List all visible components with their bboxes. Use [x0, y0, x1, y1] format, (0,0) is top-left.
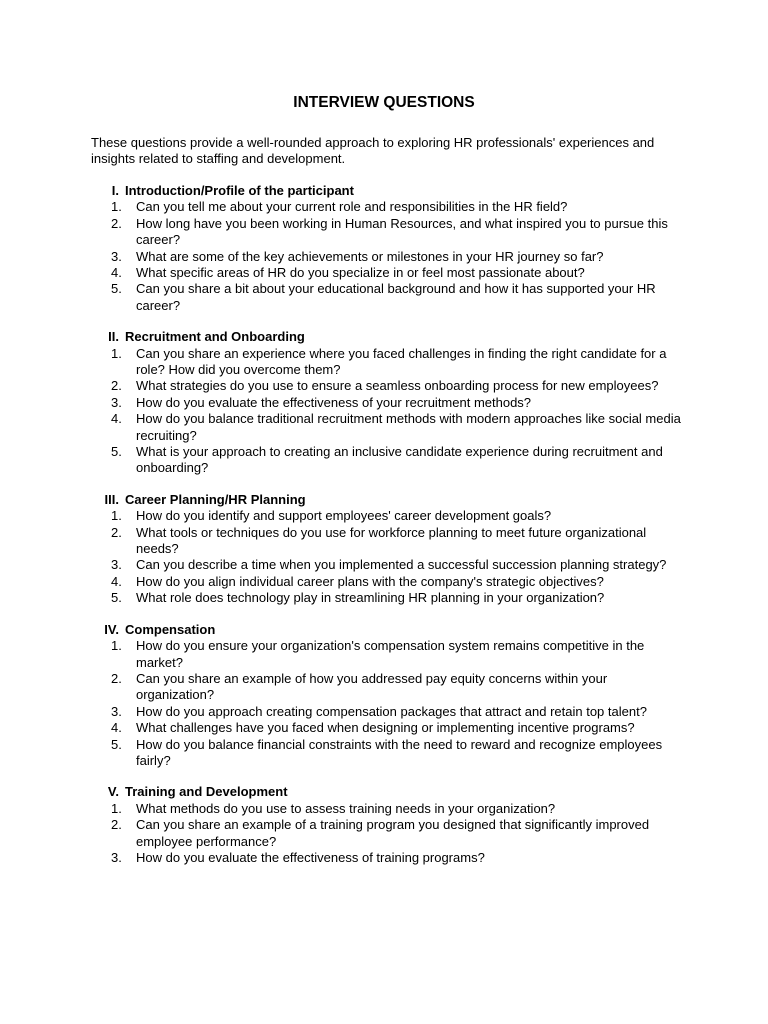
question-text: How do you evaluate the effectiveness of training programs?	[136, 849, 485, 865]
section	[0, 183, 768, 314]
question-number: 5.	[111, 444, 122, 460]
question-text: Can you tell me about your current role and responsibilities in the HR field?	[136, 199, 568, 215]
question-item	[0, 346, 681, 379]
question-list	[0, 801, 768, 867]
section-numeral: III.	[104, 491, 119, 507]
section-numeral: V.	[107, 784, 119, 800]
question-number: 1.	[111, 800, 122, 816]
question-number: 1.	[111, 199, 122, 215]
question-text: What are some of the key achievements or milestones in your HR journey so far?	[136, 248, 604, 264]
section-numeral: I.	[111, 183, 119, 198]
question-number: 5.	[111, 736, 122, 752]
question-number: 2.	[111, 524, 122, 540]
question-item	[0, 265, 681, 281]
question-text: How do you approach creating compensation packages that attract and retain top talent?	[136, 703, 647, 719]
question-text: How long have you been working in Human Resources, and what inspired you to pursue this career?	[136, 215, 668, 248]
question-item	[0, 704, 681, 720]
question-item	[0, 444, 681, 477]
question-number: 3.	[111, 248, 122, 264]
question-number: 1.	[111, 345, 122, 361]
question-item	[0, 557, 681, 573]
question-item	[0, 590, 681, 606]
question-item	[0, 671, 681, 704]
question-text: How do you balance financial constraints with the need to reward and recognize employees fairly?	[136, 736, 663, 768]
question-item	[0, 378, 681, 394]
section-heading	[0, 329, 768, 345]
question-item	[0, 850, 681, 866]
section-heading	[0, 183, 768, 199]
question-item	[0, 574, 681, 590]
question-text: Can you share an example of a training program you designed that significantly improved employee performance?	[136, 817, 650, 849]
question-sections	[0, 183, 768, 881]
question-item	[0, 395, 681, 411]
question-number: 4.	[111, 265, 122, 281]
question-list	[0, 346, 768, 477]
intro-paragraph: These questions provide a well-rounded approach to exploring HR professionals' experiences and insights related to staffing and development.	[91, 135, 655, 167]
section-heading-text: Compensation	[125, 621, 216, 637]
question-number: 5.	[111, 590, 122, 606]
section-numeral: II.	[108, 329, 119, 345]
question-number: 4.	[111, 411, 122, 427]
section	[0, 329, 768, 477]
question-item	[0, 216, 681, 249]
question-text: What tools or techniques do you use for workforce planning to meet future organizational needs?	[136, 524, 647, 557]
question-item	[0, 508, 681, 524]
question-number: 5.	[111, 281, 122, 297]
question-number: 2.	[111, 817, 122, 833]
question-item	[0, 249, 681, 265]
question-number: 2.	[111, 215, 122, 231]
question-number: 1.	[111, 508, 122, 524]
question-text: Can you describe a time when you implemented a successful succession planning strategy?	[136, 557, 667, 573]
question-item	[0, 817, 681, 850]
question-text: How do you balance traditional recruitment methods with modern approaches like social media recruiting?	[136, 411, 681, 443]
question-text: What is your approach to creating an inclusive candidate experience during recruitment and onboarding?	[136, 444, 663, 476]
question-text: How do you identify and support employees' career development goals?	[136, 508, 552, 524]
question-number: 2.	[111, 378, 122, 394]
question-list	[0, 199, 768, 314]
question-number: 3.	[111, 557, 122, 573]
question-text: What role does technology play in streamlining HR planning in your organization?	[136, 590, 605, 606]
question-number: 1.	[111, 638, 122, 654]
question-number: 3.	[111, 703, 122, 719]
section	[0, 784, 768, 866]
question-text: How do you evaluate the effectiveness of your recruitment methods?	[136, 394, 532, 410]
question-number: 3.	[111, 394, 122, 410]
section-heading-text: Introduction/Profile of the participant	[125, 183, 354, 198]
question-number: 2.	[111, 670, 122, 686]
question-item	[0, 801, 681, 817]
question-list	[0, 638, 768, 769]
section-heading-text: Recruitment and Onboarding	[125, 329, 305, 345]
question-text: What methods do you use to assess training needs in your organization?	[136, 800, 556, 816]
section	[0, 492, 768, 607]
question-item	[0, 199, 681, 215]
question-text: How do you align individual career plans with the company's strategic objectives?	[136, 573, 604, 589]
question-text: Can you share an example of how you addressed pay equity concerns within your organization?	[136, 670, 608, 703]
page-title: INTERVIEW QUESTIONS	[293, 94, 475, 111]
question-item	[0, 720, 681, 736]
section-heading	[0, 492, 768, 508]
question-number: 4.	[111, 573, 122, 589]
question-list	[0, 508, 768, 606]
question-item	[0, 525, 681, 558]
section-heading-text: Career Planning/HR Planning	[125, 491, 306, 507]
question-item	[0, 638, 681, 671]
question-number: 4.	[111, 720, 122, 736]
question-text: What challenges have you faced when designing or implementing incentive programs?	[136, 720, 635, 736]
question-text: Can you share an experience where you faced challenges in finding the right candidate for a role? How did you overcome them?	[136, 345, 667, 378]
question-text: What strategies do you use to ensure a seamless onboarding process for new employees?	[136, 378, 659, 394]
section-heading	[0, 784, 768, 800]
question-item	[0, 737, 681, 770]
question-text: What specific areas of HR do you specialize in or feel most passionate about?	[136, 265, 585, 281]
question-text: How do you ensure your organization's compensation system remains competitive in the market?	[136, 638, 645, 670]
question-item	[0, 281, 681, 314]
section-numeral: IV.	[104, 621, 119, 637]
section-heading	[0, 622, 768, 638]
section-heading-text: Training and Development	[125, 784, 288, 800]
section	[0, 622, 768, 770]
question-item	[0, 411, 681, 444]
question-number: 3.	[111, 849, 122, 865]
question-text: Can you share a bit about your educational background and how it has supported your HR career?	[136, 281, 656, 313]
